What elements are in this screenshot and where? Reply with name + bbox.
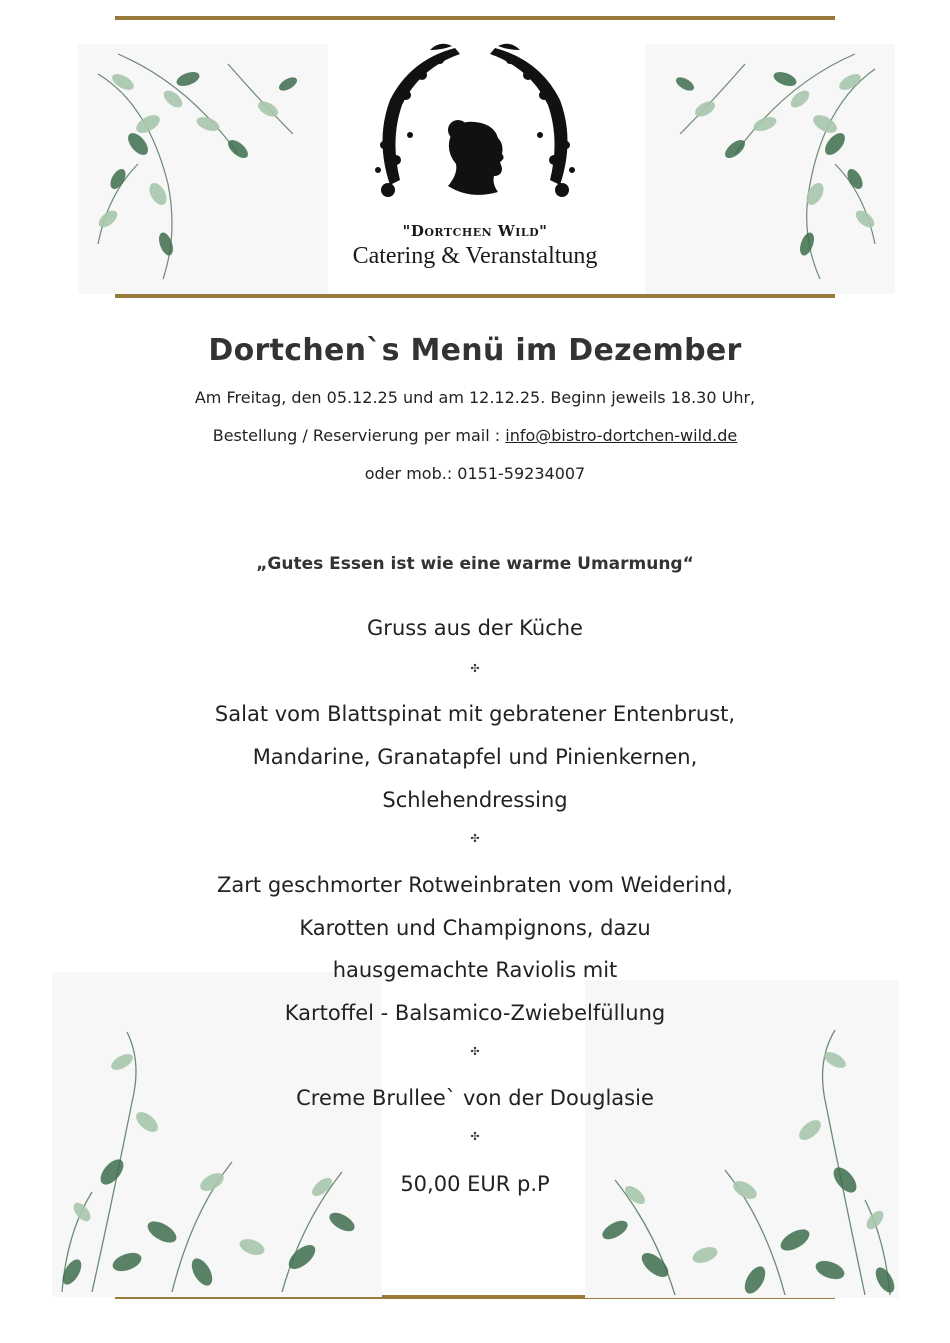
top-gold-rule [115, 16, 835, 20]
course-salad-line-3: Schlehendressing [382, 788, 568, 812]
foliage-top-right [645, 44, 895, 294]
menu-quote: „Gutes Essen ist wie eine warme Umarmung“ [256, 554, 694, 574]
course-starter: Gruss aus der Küche [367, 616, 583, 640]
separator-2: ✣ [470, 832, 480, 845]
dates-line: Am Freitag, den 05.12.25 und am 12.12.25. Beginn jeweils 18.30 Uhr, [194, 388, 756, 407]
order-prefix: Bestellung / Reservierung per mail : [212, 426, 506, 445]
course-main-line-4: Kartoffel - Balsamico-Zwiebelfüllung [284, 1001, 666, 1025]
course-main-line-2: Karotten und Champignons, dazu [299, 916, 651, 940]
silhouette-wreath-icon [330, 40, 620, 220]
phone-line: oder mob.: 0151-59234007 [364, 464, 586, 483]
brand-subtitle: Catering & Veranstaltung [352, 243, 598, 269]
order-line [0, 426, 950, 445]
brand-name: "Dortchen Wild" [402, 222, 548, 240]
course-dessert: Creme Brullee` von der Douglasie [296, 1086, 654, 1110]
course-salad-line-2: Mandarine, Granatapfel und Pinienkernen, [252, 745, 698, 769]
foliage-top-left [78, 44, 328, 294]
header-bottom-gold-rule [115, 294, 835, 298]
menu-price: 50,00 EUR p.P [400, 1172, 550, 1196]
separator-1: ✣ [470, 662, 480, 675]
email-link[interactable]: info@bistro-dortchen-wild.de [505, 426, 738, 445]
page-title: Dortchen`s Menü im Dezember [208, 333, 742, 368]
brand-logo [330, 40, 620, 290]
course-main-line-1: Zart geschmorter Rotweinbraten vom Weiderind, [217, 873, 733, 897]
course-salad-line-1: Salat vom Blattspinat mit gebratener Entenbrust, [214, 702, 736, 726]
course-main-line-3: hausgemachte Raviolis mit [332, 958, 618, 982]
separator-4: ✣ [470, 1130, 480, 1143]
separator-3: ✣ [470, 1045, 480, 1058]
